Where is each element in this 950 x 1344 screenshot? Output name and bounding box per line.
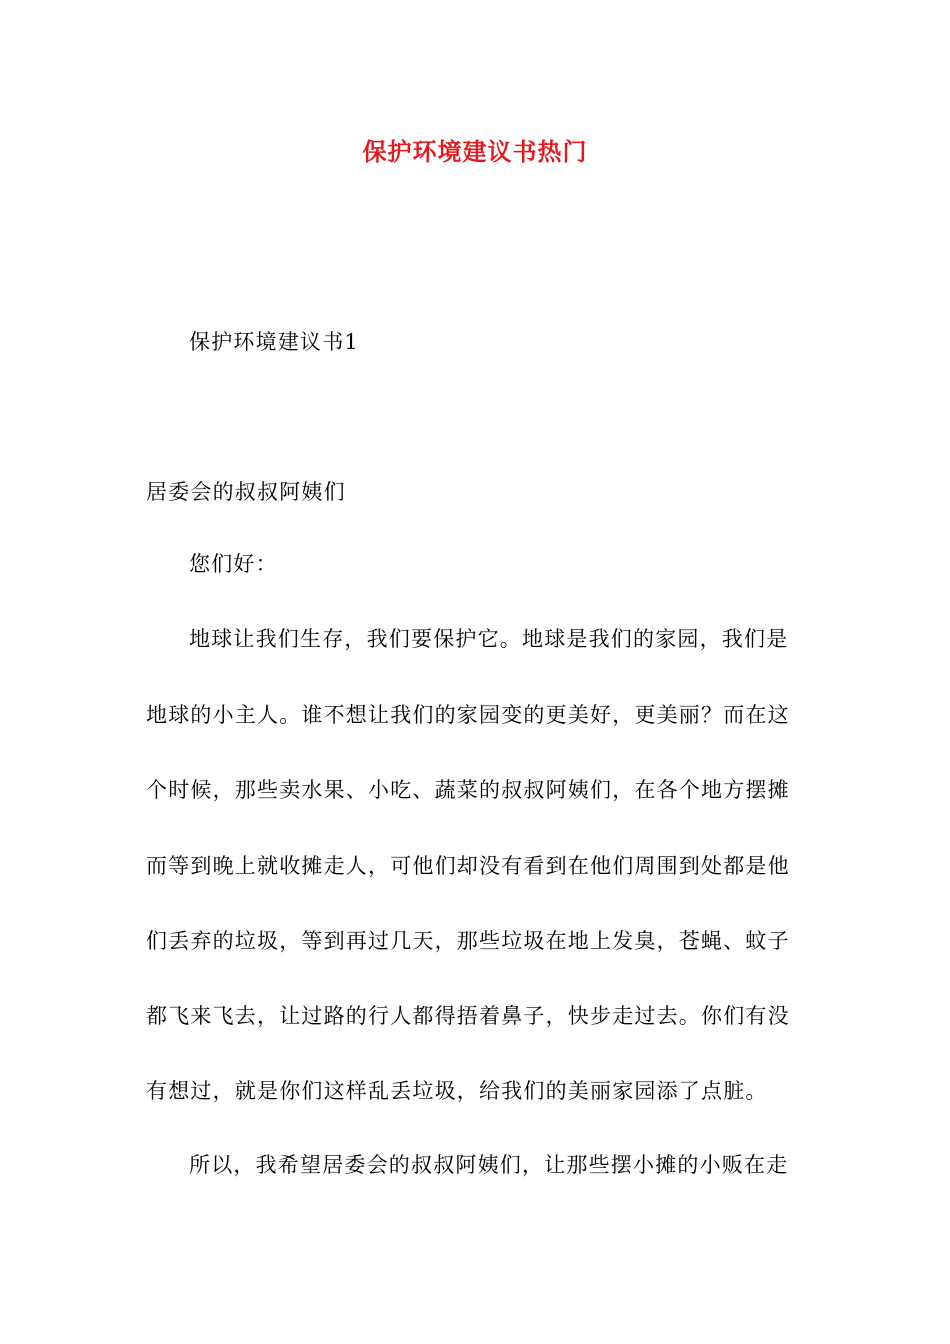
paragraph-line: 地球让我们生存，我们要保护它。地球是我们的家园，我们是	[189, 627, 789, 651]
section-subtitle: 保护环境建议书1	[189, 330, 359, 354]
paragraph-line: 而等到晚上就收摊走人，可他们却没有看到在他们周围到处都是他	[146, 854, 790, 878]
greeting-line: 您们好：	[189, 552, 278, 576]
recipient-line: 居委会的叔叔阿姨们	[146, 480, 346, 504]
document-title: 保护环境建议书热门	[362, 137, 588, 166]
paragraph-line: 所以，我希望居委会的叔叔阿姨们，让那些摆小摊的小贩在走	[189, 1153, 789, 1177]
paragraph-line: 地球的小主人。谁不想让我们的家园变的更美好，更美丽？而在这	[146, 703, 790, 727]
paragraph-line: 有想过，就是你们这样乱丢垃圾，给我们的美丽家园添了点脏。	[146, 1079, 768, 1103]
paragraph-line: 们丢弃的垃圾，等到再过几天，那些垃圾在地上发臭，苍蝇、蚊子	[146, 929, 790, 953]
paragraph-line: 都飞来飞去，让过路的行人都得捂着鼻子，快步走过去。你们有没	[146, 1004, 790, 1028]
paragraph-line: 个时候，那些卖水果、小吃、蔬菜的叔叔阿姨们，在各个地方摆摊	[146, 778, 790, 802]
